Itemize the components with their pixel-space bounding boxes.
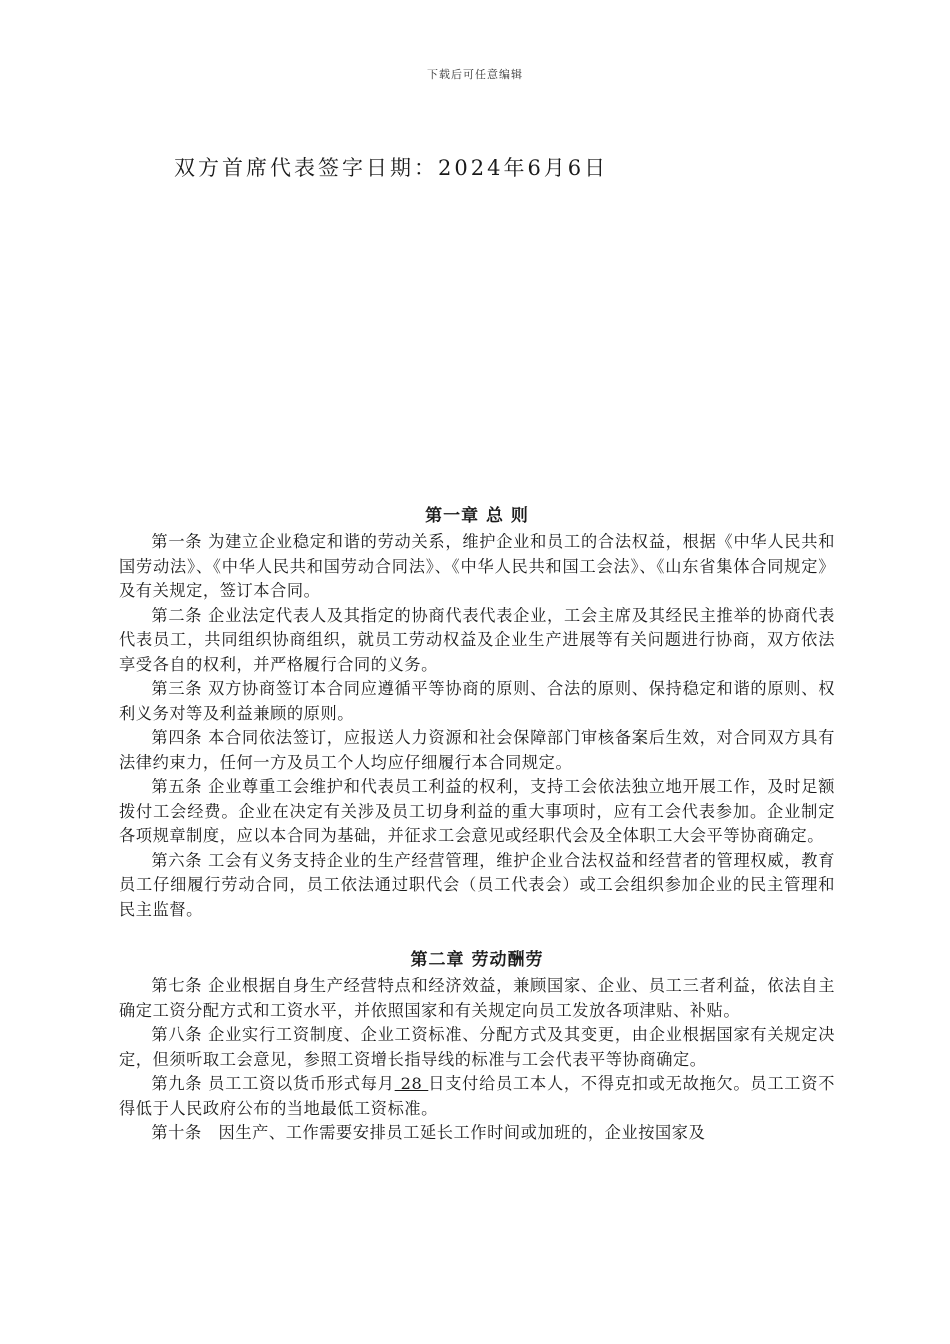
article-7: 第七条 企业根据自身生产经营特点和经济效益，兼顾国家、企业、员工三者利益，依法自主确定工资分配方式和工资水平，并依照国家和有关规定向员工发放各项津贴、补贴。 xyxy=(119,976,835,1020)
article-2: 第二条 企业法定代表人及其指定的协商代表代表企业，工会主席及其经民主推举的协商代表代表员工，共同组织协商组织，就员工劳动权益及企业生产进展等有关问题进行协商，双方依法享受各自的权利，并严格履行合同的义务。 xyxy=(119,605,835,674)
article-8: 第八条 企业实行工资制度、企业工资标准、分配方式及其变更，由企业根据国家有关规定决定，但须听取工会意见，参照工资增长指导线的标准与工会代表平等协商确定。 xyxy=(119,1025,835,1069)
article-9-before: 第九条 员工工资以货币形式每月 xyxy=(151,1074,395,1093)
article-3: 第三条 双方协商签订本合同应遵循平等协商的原则、合法的原则、保持稳定和谐的原则、权利义务对等及利益兼顾的原则。 xyxy=(119,679,835,723)
article-5: 第五条 企业尊重工会维护和代表员工利益的权利，支持工会依法独立地开展工作，及时足额拨付工会经费。企业在决定有关涉及员工切身利益的重大事项时，应有工会代表参加。企业制定各项规章制度，应以本合同为基础，并征求工会意见或经职代会及全体职工大会平等协商确定。 xyxy=(119,777,835,845)
article-4: 第四条 本合同依法签订，应报送人力资源和社会保障部门审核备案后生效，对合同双方具有法律约束力，任何一方及员工个人均应仔细履行本合同规定。 xyxy=(119,728,835,772)
contract-body xyxy=(119,502,835,1146)
chapter-spacer xyxy=(119,922,835,946)
article-10: 第十条 因生产、工作需要安排员工延长工作时间或加班的，企业按国家及 xyxy=(151,1123,706,1142)
article-1: 第一条 为建立企业稳定和谐的劳动关系，维护企业和员工的合法权益，根据《中华人民共和国劳动法》、《中华人民共和国劳动合同法》、《中华人民共和国工会法》、《山东省集体合同规定》及有关规定，签订本合同。 xyxy=(119,532,835,600)
article-6: 第六条 工会有义务支持企业的生产经营管理，维护企业合法权益和经营者的管理权威，教育员工仔细履行劳动合同，员工依法通过职代会（员工代表会）或工会组织参加企业的民主管理和民主监督。 xyxy=(119,850,835,919)
chapter-2-title: 第二章 劳动酬劳 xyxy=(410,950,544,970)
payday-value: 28 xyxy=(394,1074,429,1093)
signature-date-line: 双方首席代表签字日期：2024年6月6日 xyxy=(174,156,609,180)
chapter-1-title: 第一章 总 则 xyxy=(425,506,529,526)
article-9 xyxy=(119,1072,835,1121)
page-header-note: 下载后可任意编辑 xyxy=(427,68,523,81)
article-9-after: 日支付给员工本人，不得克扣或无故拖欠。员工工资不得低于人民政府公布的当地最低工资标准。 xyxy=(119,1074,835,1118)
